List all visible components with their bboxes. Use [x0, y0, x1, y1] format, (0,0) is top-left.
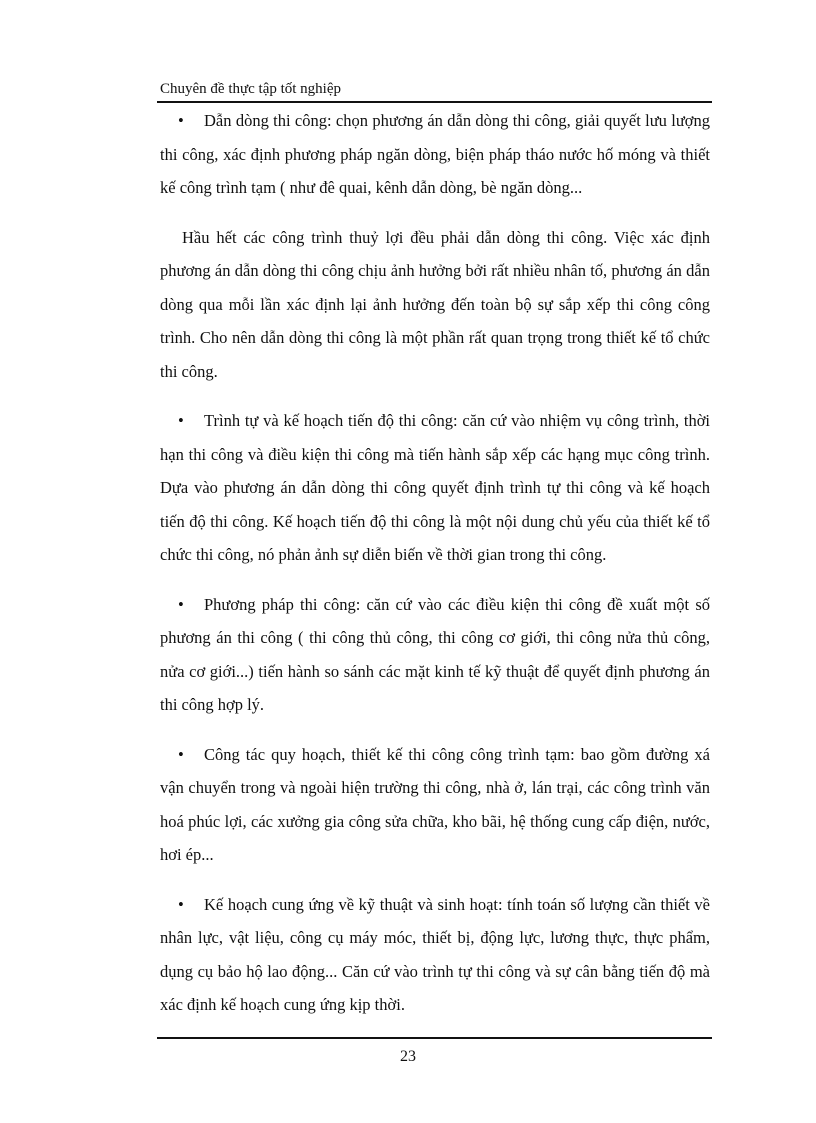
page-number: 23 — [400, 1048, 416, 1065]
paragraph-diversion-importance — [160, 221, 710, 389]
paragraph-text: Phương pháp thi công: căn cứ vào các điều kiện thi công đề xuất một số phương án thi công ( thi công thủ công, thi công cơ giới, thi công nửa thủ công, nửa cơ giới...) tiến hành so sánh các mặt kinh tế kỹ thuật để quyết định phương án thi công hợp lý. — [160, 594, 710, 714]
bullet-marker: • — [178, 894, 184, 914]
bullet-marker: • — [178, 111, 184, 130]
header-rule — [157, 101, 712, 103]
paragraph-gap — [160, 388, 710, 404]
paragraph-text: Dẫn dòng thi công: chọn phương án dẫn dòng thi công, giải quyết lưu lượng thi công, xác định phương pháp ngăn dòng, biện pháp tháo nước hố móng và thiết kế công trình tạm ( như đê quai, kênh dẫn dòng, bè ngăn dòng... — [160, 111, 710, 197]
bullet-marker: • — [178, 594, 184, 614]
paragraph-text: Hầu hết các công trình thuỷ lợi đều phải dẫn dòng thi công. Việc xác định phương án dẫn dòng thi công chịu ảnh hưởng bởi rất nhiều nhân tố, phương án dẫn dòng qua mỗi lần xác định lại ảnh hưởng đến toàn bộ sự sắp xếp thi công công trình. Cho nên dẫn dòng thi công là một phần rất quan trọng trong thiết kế tổ chức thi công. — [160, 227, 710, 381]
bullet-marker: • — [178, 744, 184, 764]
paragraph-gap — [160, 872, 710, 888]
paragraph-text: Trình tự và kế hoạch tiến độ thi công: căn cứ vào nhiệm vụ công trình, thời hạn thi công và điều kiện thi công mà tiến hành sắp xếp các hạng mục công trình. Dựa vào phương án dẫn dòng thi công quyết định trình tự thi công và kế hoạch tiến độ thi công. Kế hoạch tiến độ thi công là một nội dung chủ yếu của thiết kế tổ chức thi công, nó phản ảnh sự diễn biến về thời gian trong thi công. — [160, 411, 710, 564]
paragraph-gap — [160, 722, 710, 738]
paragraph-supply-plan — [160, 888, 710, 1022]
paragraph-methods — [160, 588, 710, 722]
paragraph-diversion — [160, 104, 710, 205]
page-body — [160, 104, 710, 1022]
paragraph-schedule — [160, 404, 710, 572]
paragraph-text: Công tác quy hoạch, thiết kế thi công công trình tạm: bao gồm đường xá vận chuyển trong và ngoài hiện trường thi công, nhà ở, lán trại, các công trình văn hoá phúc lợi, các xưởng gia công sửa chữa, kho bãi, hệ thống cung cấp điện, nước, hơi ép... — [160, 744, 710, 864]
paragraph-gap — [160, 205, 710, 221]
paragraph-text: Kế hoạch cung ứng về kỹ thuật và sinh hoạt: tính toán số lượng cần thiết về nhân lực, vật liệu, công cụ máy móc, thiết bị, động lực, lương thực, thực phẩm, dụng cụ bảo hộ lao động... Căn cứ vào trình tự thi công và sự cân bằng tiến độ mà xác định kế hoạch cung ứng kịp thời. — [160, 894, 710, 1014]
paragraph-gap — [160, 572, 710, 588]
footer-rule — [157, 1037, 712, 1039]
paragraph-temporary-works — [160, 738, 710, 872]
bullet-marker: • — [178, 411, 184, 430]
running-header-title: Chuyên đề thực tập tốt nghiệp — [160, 81, 342, 97]
